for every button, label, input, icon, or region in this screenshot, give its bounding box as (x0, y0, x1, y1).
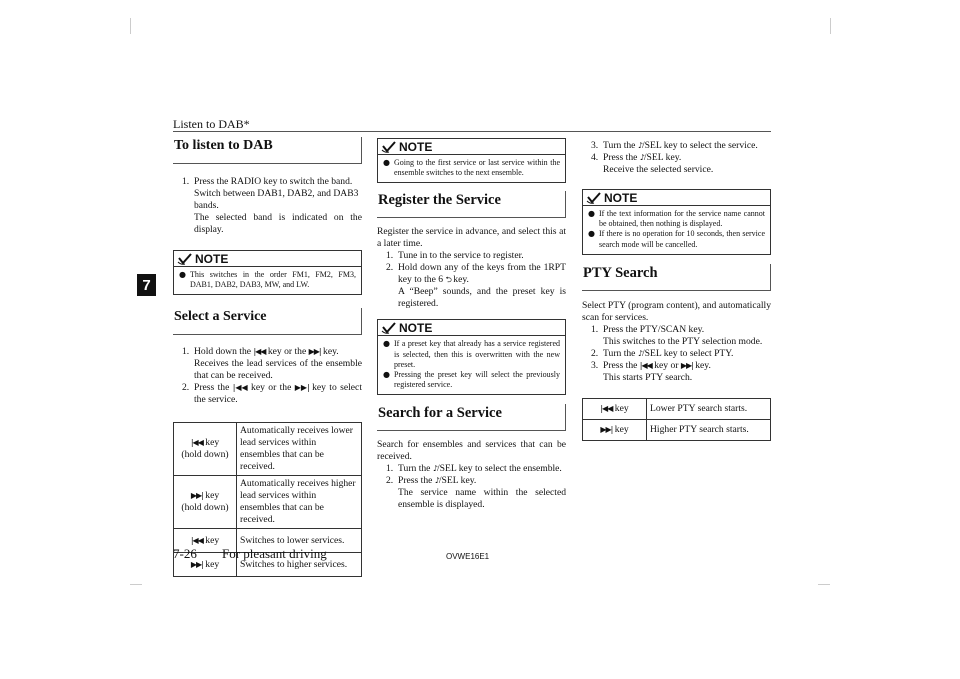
skip-forward-icon: ▶▶| (190, 559, 203, 569)
note-icon (381, 322, 397, 334)
dial-icon: ♪ (639, 153, 644, 162)
note-header: NOTE (378, 139, 565, 155)
dial-icon: ♪ (434, 476, 439, 486)
note-bullet: ● This switches in the order FM1, FM2, FM3, DAB1, DAB2, DAB3, MW, and LW. (179, 270, 356, 290)
running-title: Listen to DAB* (173, 117, 250, 131)
select-steps (173, 346, 362, 406)
note-box (582, 189, 771, 255)
list-item: 3. Press the |◀◀ key or ▶▶| key. This starts PTY search. (591, 359, 711, 383)
list-item: 1. Press the PTY/SCAN key. This switches to the PTY selection mode. (591, 323, 763, 347)
skip-forward-icon: ▶▶| (680, 360, 693, 370)
skip-back-icon: |◀◀ (190, 535, 203, 545)
list-item: 1. Press the RADIO key to switch the band. (182, 176, 353, 187)
dial-icon: ♪ (432, 464, 437, 474)
note-body (583, 206, 770, 254)
skip-forward-icon: ▶▶| (308, 347, 321, 357)
column-middle (377, 138, 566, 511)
skip-forward-icon: ▶▶| (190, 491, 203, 501)
pty-intro: Select PTY (program content), and automatically scan for services. (582, 299, 771, 323)
skip-back-icon: |◀◀ (190, 438, 203, 448)
note-box (377, 319, 566, 395)
search-steps (377, 463, 566, 511)
skip-back-icon: |◀◀ (639, 360, 652, 370)
skip-back-icon: |◀◀ (253, 347, 266, 357)
list-item: Switch between DAB1, DAB2, and DAB3 bands. (194, 188, 359, 211)
note-icon (381, 141, 397, 153)
list-item: 1. Hold down the |◀◀ key or the ▶▶| key. Receives the lead services of the ensemble that can be received. (182, 346, 362, 382)
section-title-pty: PTY Search (582, 264, 771, 291)
skip-back-icon: |◀◀ (600, 403, 613, 413)
crop-mark (818, 584, 830, 585)
section-title-search: Search for a Service (377, 404, 566, 431)
register-intro: Register the service in advance, and select this at a later time. (377, 226, 566, 250)
skip-back-icon: |◀◀ (232, 383, 248, 393)
column-right (582, 140, 771, 441)
note-body (174, 267, 361, 294)
note-body (378, 336, 565, 394)
list-item: 2. Press the ♪/SEL key. The service name within the selected ensemble is displayed. (386, 475, 566, 511)
search-steps-cont (582, 140, 771, 176)
note-box (377, 138, 566, 183)
dial-icon: ♪ (637, 348, 642, 358)
crop-mark (130, 584, 142, 585)
list-item: The selected band is indicated on the display. (194, 212, 362, 235)
table-row: |◀◀ key Lower PTY search starts. (583, 398, 771, 419)
footer-section: For pleasant driving (222, 546, 327, 561)
pty-steps (582, 324, 771, 384)
note-bullet: ● If a preset key that already has a service registered is selected, then this is overwritten with the new preset. (383, 339, 560, 369)
footer-code: OVWE16E1 (446, 552, 490, 561)
list-item: 2. Press the |◀◀ key or the ▶▶| key to select the service. (182, 382, 362, 406)
list-item: 2. Hold down any of the keys from the 1RPT key to the 6 ⮌ key. A “Beep” sounds, and the preset key is registered. (386, 262, 566, 310)
skip-forward-icon: ▶▶| (294, 383, 309, 393)
table-row: ▶▶| key Higher PTY search starts. (583, 419, 771, 440)
list-item: 4. Press the ♪/SEL key. Receive the selected service. (591, 152, 714, 175)
table-row: |◀◀ key (hold down) Automatically receives lower lead services within ensembles that can be received. (174, 423, 362, 476)
note-bullet: ● If there is no operation for 10 seconds, then service search mode will be cancelled. (588, 229, 765, 249)
header-rule (173, 131, 771, 132)
table-row: ▶▶| key Switches to higher services. (174, 553, 362, 577)
note-body (378, 155, 565, 182)
note-box (173, 250, 362, 295)
listen-steps (173, 176, 362, 236)
pty-key-table (582, 398, 771, 441)
chapter-tab: 7 (137, 274, 156, 296)
section-title-register: Register the Service (377, 191, 566, 218)
section-title-select: Select a Service (173, 308, 362, 335)
note-icon (586, 192, 602, 204)
note-header: NOTE (174, 251, 361, 267)
return-icon: ⮌ (445, 275, 451, 285)
list-item: 1. Tune in to the service to register. (386, 250, 524, 262)
note-bullet: ● Going to the first service or last service within the ensemble switches to the next ensemble. (383, 158, 560, 178)
table-row: ▶▶| key (hold down) Automatically receives higher lead services within ensembles that can be received. (174, 476, 362, 529)
crop-mark (130, 18, 131, 34)
page-number: 7-26 (173, 546, 197, 561)
table-row: |◀◀ key Switches to lower services. (174, 529, 362, 553)
list-item: 1. Turn the ♪/SEL key to select the ensemble. (386, 463, 562, 475)
search-intro: Search for ensembles and services that can be received. (377, 439, 566, 463)
note-bullet: ● Pressing the preset key will select the previously registered service. (383, 370, 560, 390)
skip-forward-icon: ▶▶| (600, 424, 613, 434)
note-bullet: ● If the text information for the service name cannot be obtained, then nothing is displayed. (588, 209, 765, 229)
section-title-listen: To listen to DAB (173, 137, 362, 164)
note-header: NOTE (378, 320, 565, 336)
note-header: NOTE (583, 190, 770, 206)
note-icon (177, 253, 193, 265)
register-steps (377, 250, 566, 310)
list-item: 2. Turn the ♪/SEL key to select PTY. (591, 347, 734, 359)
crop-mark (830, 18, 831, 34)
list-item: 3. Turn the ♪/SEL key to select the service. (591, 140, 758, 151)
dial-icon: ♪ (637, 141, 642, 150)
column-left (173, 137, 362, 577)
